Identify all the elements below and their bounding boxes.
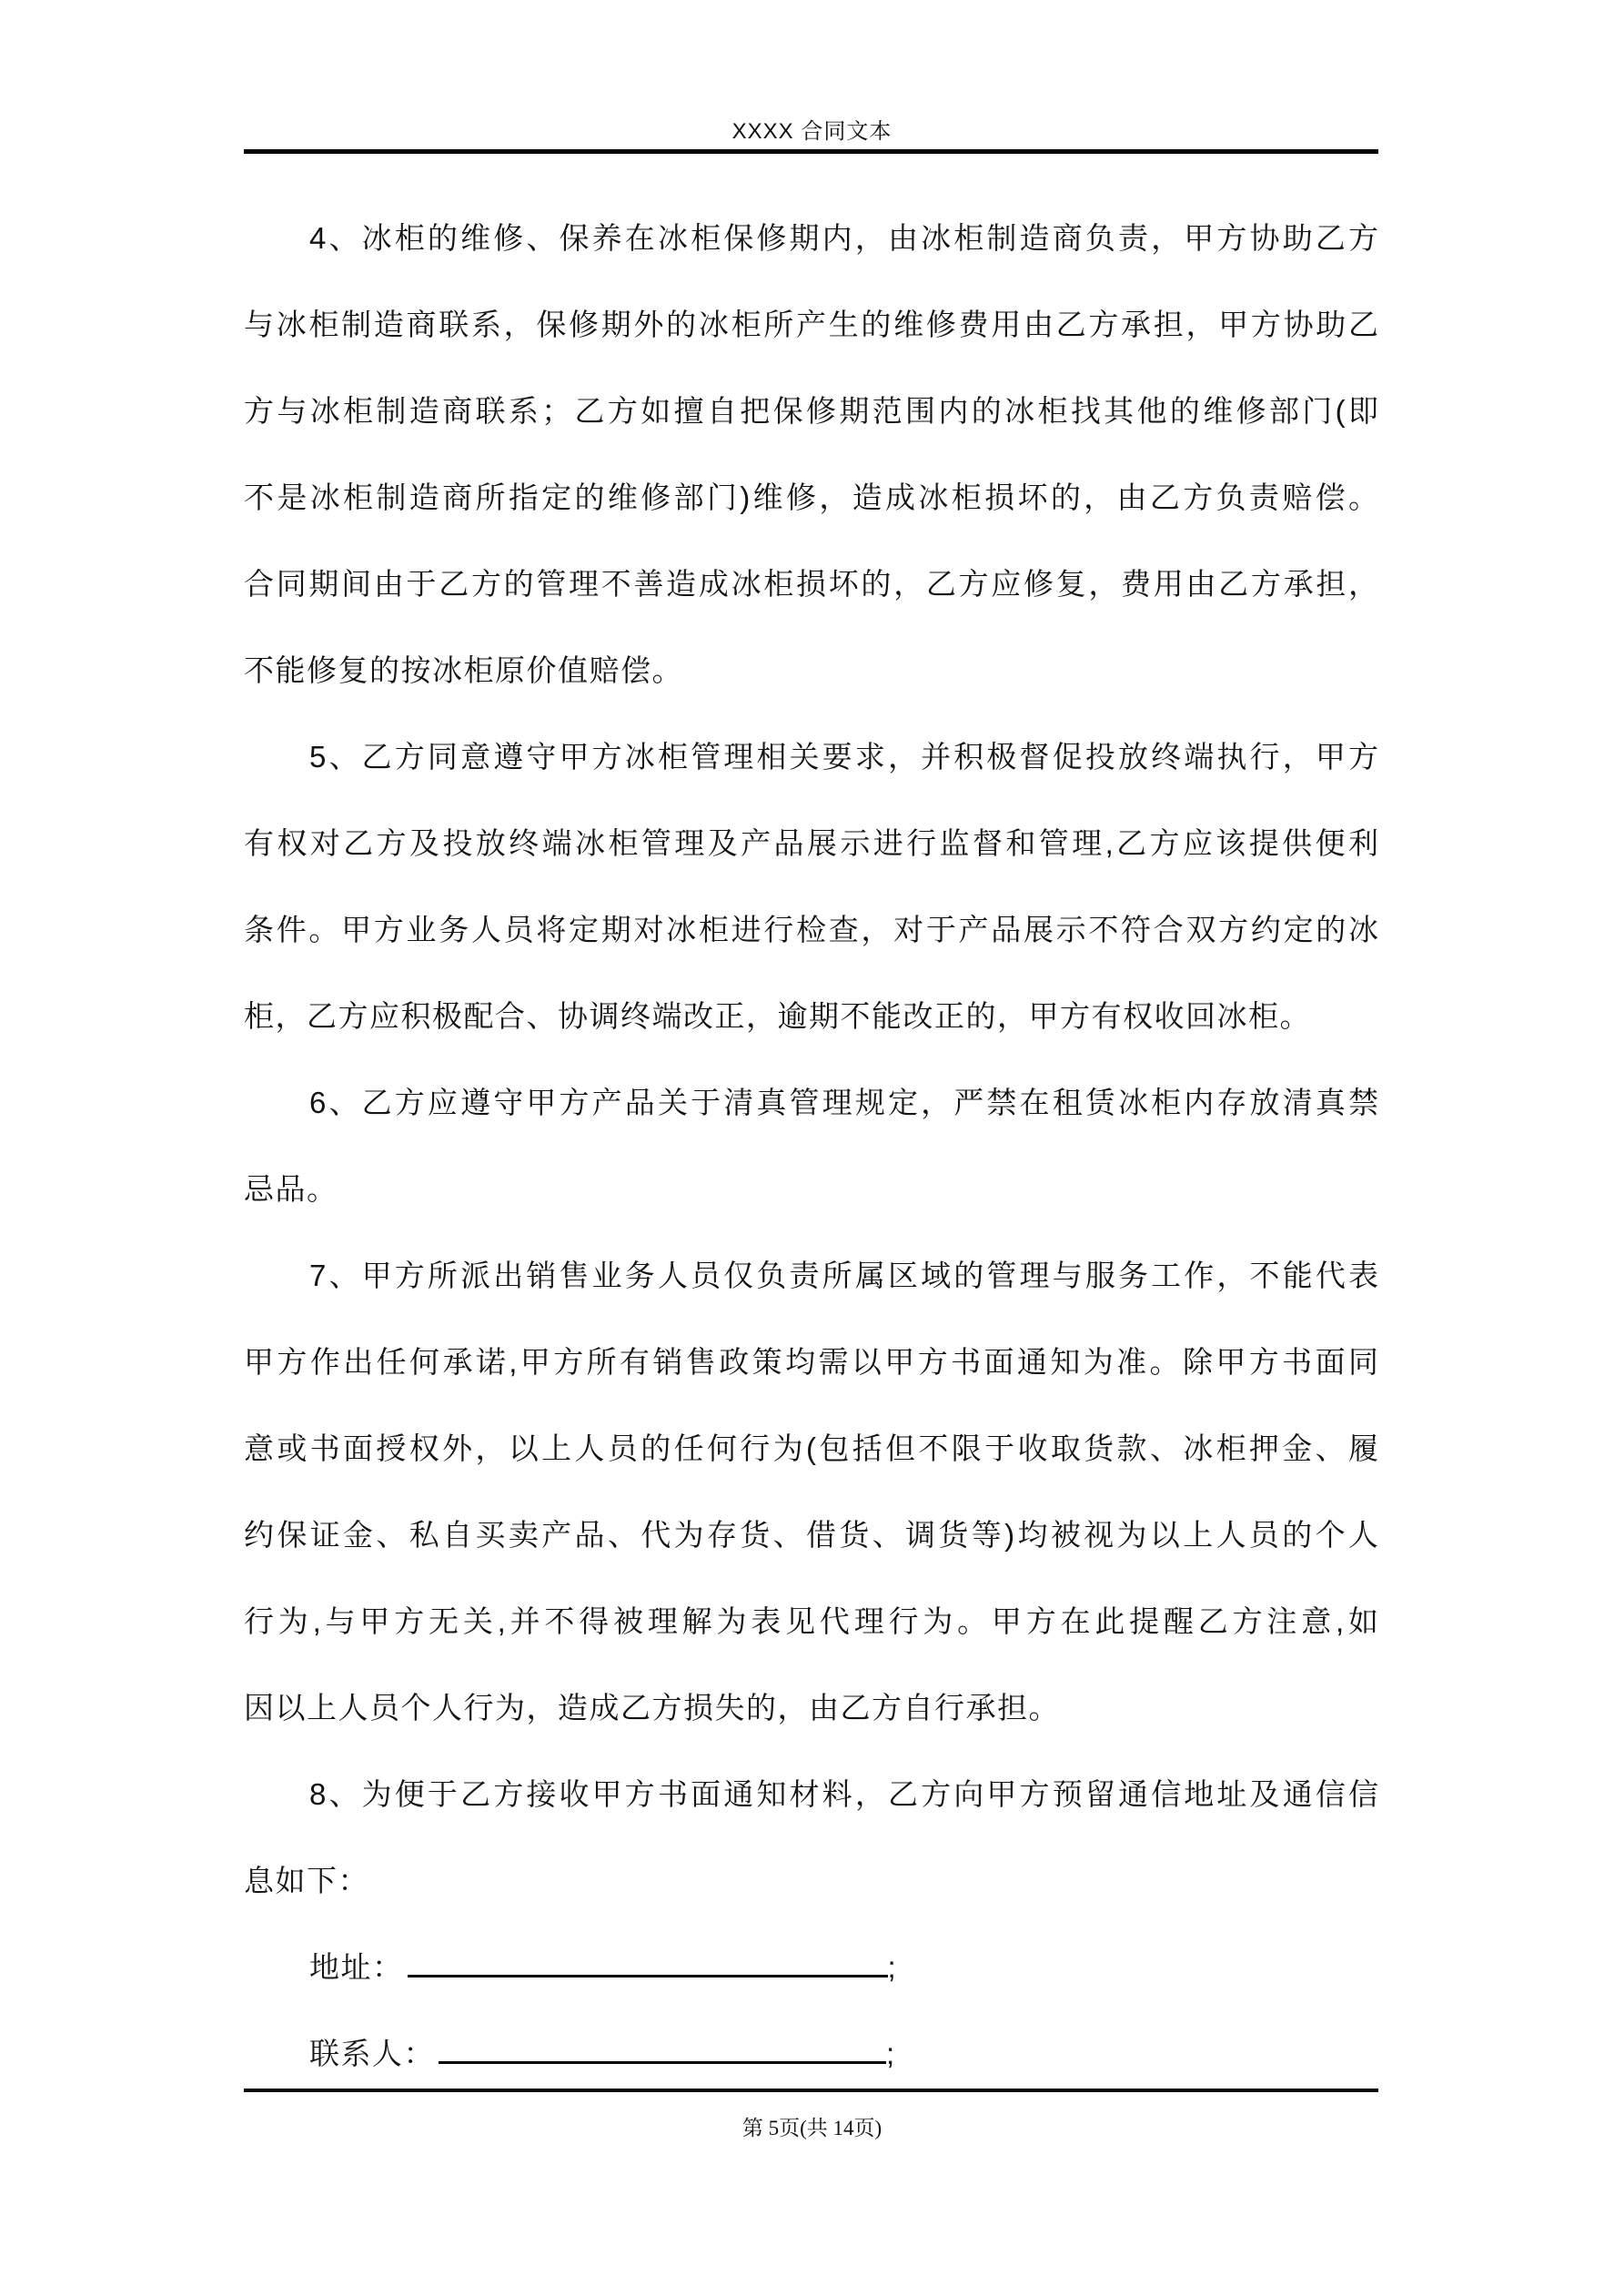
text-line: 有权对乙方及投放终端冰柜管理及产品展示进行监督和管理,乙方应该提供便利 <box>244 826 1378 860</box>
text-line: 息如下： <box>244 1864 369 1897</box>
text-line: 合同期间由于乙方的管理不善造成冰柜损坏的，乙方应修复，费用由乙方承担， <box>244 567 1378 601</box>
text-line: 因以上人员个人行为，造成乙方损失的，由乙方自行承担。 <box>244 1691 1060 1725</box>
text-line: 条件。甲方业务人员将定期对冰柜进行检查，对于产品展示不符合双方约定的冰 <box>244 913 1378 946</box>
text-line: 不能修复的按冰柜原价值赔偿。 <box>244 653 683 687</box>
contract-body <box>244 195 1378 2097</box>
address-field-line <box>244 1924 1378 2010</box>
contact-field-label: 联系人： <box>309 2037 435 2070</box>
footer-rule <box>244 2089 1378 2092</box>
text-line: 与冰柜制造商联系，保修期外的冰柜所产生的维修费用由乙方承担，甲方协助乙 <box>244 308 1378 341</box>
address-blank-underline <box>408 1975 888 1977</box>
contact-blank-underline <box>439 2061 886 2064</box>
header-title: XXXX 合同文本 <box>731 119 893 144</box>
text-line: 6、乙方应遵守甲方产品关于清真管理规定，严禁在租赁冰柜内存放清真禁 <box>309 1086 1378 1119</box>
header-rule <box>244 149 1378 154</box>
text-line: 5、乙方同意遵守甲方冰柜管理相关要求，并积极督促投放终端执行，甲方 <box>309 740 1378 774</box>
page-number: 第 5页(共 14页) <box>741 2117 883 2139</box>
text-line: 行为,与甲方无关,并不得被理解为表见代理行为。甲方在此提醒乙方注意,如 <box>244 1604 1378 1638</box>
text-line: 忌品。 <box>244 1172 338 1206</box>
text-line: 8、为便于乙方接收甲方书面通知材料，乙方向甲方预留通信地址及通信信 <box>309 1777 1378 1811</box>
address-field-suffix: ; <box>887 1950 898 1984</box>
text-line: 不是冰柜制造商所指定的维修部门)维修，造成冰柜损坏的，由乙方负责赔偿。 <box>244 480 1378 514</box>
contact-field-suffix: ; <box>886 2037 896 2070</box>
text-line: 甲方作出任何承诺,甲方所有销售政策均需以甲方书面通知为准。除甲方书面同 <box>244 1345 1378 1379</box>
text-line: 方与冰柜制造商联系；乙方如擅自把保修期范围内的冰柜找其他的维修部门(即 <box>244 394 1378 428</box>
contact-field-line <box>244 2010 1378 2097</box>
text-line: 柜，乙方应积极配合、协调终端改正，逾期不能改正的，甲方有权收回冰柜。 <box>244 999 1311 1033</box>
text-line: 约保证金、私自买卖产品、代为存货、借货、调货等)均被视为以上人员的个人 <box>244 1518 1378 1552</box>
text-line: 7、甲方所派出销售业务人员仅负责所属区域的管理与服务工作，不能代表 <box>309 1259 1378 1292</box>
address-field-label: 地址： <box>309 1950 404 1984</box>
text-line: 4、冰柜的维修、保养在冰柜保修期内，由冰柜制造商负责，甲方协助乙方 <box>309 221 1378 255</box>
text-line: 意或书面授权外，以上人员的任何行为(包括但不限于收取货款、冰柜押金、履 <box>244 1431 1378 1465</box>
